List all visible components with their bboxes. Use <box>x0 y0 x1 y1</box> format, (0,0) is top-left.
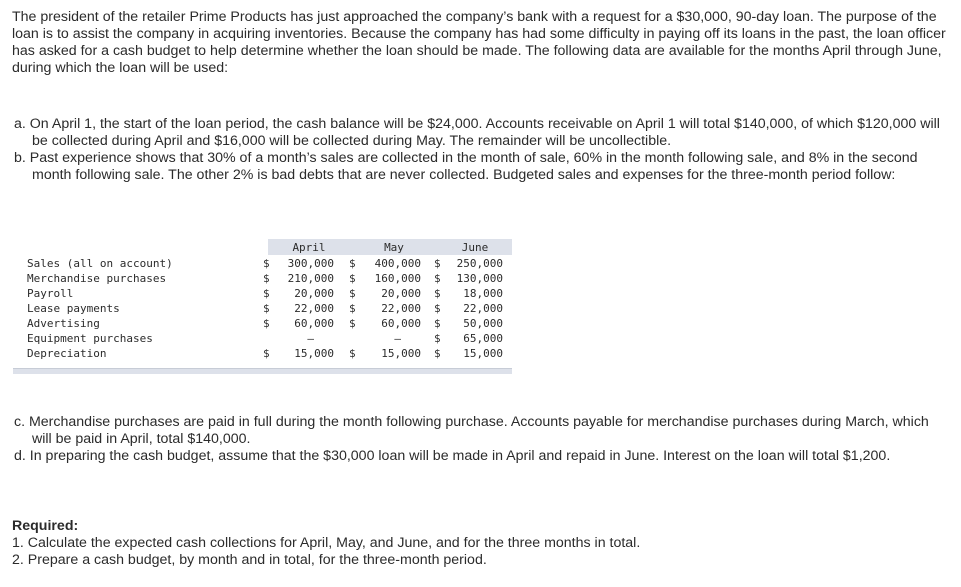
cell-value: 18,000 <box>463 287 503 300</box>
dollar-sign: $ <box>263 287 270 300</box>
cell-value: 60,000 <box>381 317 421 330</box>
dollar-sign: $ <box>349 272 356 285</box>
cell-value: 22,000 <box>381 302 421 315</box>
cell-value: 160,000 <box>374 272 421 285</box>
cell-value: 250,000 <box>456 257 503 270</box>
cell-value: 22,000 <box>294 302 334 315</box>
assumption-item-b: b. Past experience shows that 30% of a month’s sales are collected in the month of sale, 60% in the month following sale, and 8% in the second month following sale. The other 2% is bad debts that are never collected. Budgeted sales and expenses for the three-month period follow: <box>14 150 918 183</box>
cell-value: 65,000 <box>463 332 503 345</box>
table-cell <box>349 331 421 346</box>
intro-paragraph: The president of the retailer Prime Products has just approached the company’s bank with a request for a $30,000, 90-day loan. The purpose of the loan is to assist the company in acquiring inventories. Because the company has had some difficulty in paying off its loans in the past, the loan officer has asked for a cash budget to help determine whether the loan should be made. The following data are available for the months April through June, during which the loan will be used: <box>12 9 946 76</box>
dollar-sign: $ <box>263 302 270 315</box>
table-cell <box>349 271 421 286</box>
dollar-sign: $ <box>349 257 356 270</box>
row-label: Lease payments <box>27 302 120 315</box>
column-header-april: April <box>292 241 326 254</box>
table-cell <box>263 316 334 331</box>
budget-table <box>13 239 512 373</box>
cell-value: – <box>307 332 314 345</box>
required-item-1: 1. Calculate the expected cash collections for April, May, and June, and for the three months in total. <box>12 535 641 551</box>
dollar-sign: $ <box>263 257 270 270</box>
dollar-sign: $ <box>349 302 356 315</box>
table-cell <box>349 301 421 316</box>
assumption-item-d: d. In preparing the cash budget, assume that the $30,000 loan will be made in April and repaid in June. Interest on the loan will total $1,200. <box>14 448 891 464</box>
dollar-sign: $ <box>349 347 356 360</box>
dollar-sign: $ <box>434 302 441 315</box>
table-cell <box>263 271 334 286</box>
dollar-sign: $ <box>434 332 441 345</box>
table-cell <box>263 301 334 316</box>
dollar-sign: $ <box>434 257 441 270</box>
table-cell <box>349 346 421 361</box>
table-cell <box>434 331 503 346</box>
assumption-list-ab <box>14 116 952 184</box>
row-label: Sales (all on account) <box>27 257 173 270</box>
assumption-item-a: a. On April 1, the start of the loan period, the cash balance will be $24,000. Accounts receivable on April 1 will total $140,000, of which $120,000 will be collected during April and $16,000 will be collected during May. The remainder will be uncollectible. <box>14 116 940 149</box>
cell-value: 400,000 <box>374 257 421 270</box>
cell-value: 50,000 <box>463 317 503 330</box>
row-label: Depreciation <box>27 347 107 360</box>
dollar-sign: $ <box>434 347 441 360</box>
dollar-sign: $ <box>434 272 441 285</box>
dollar-sign: $ <box>434 317 441 330</box>
column-header-june: June <box>461 241 489 254</box>
row-label: Equipment purchases <box>27 332 153 345</box>
table-footer-bar <box>13 368 512 374</box>
table-cell <box>434 346 503 361</box>
row-label: Advertising <box>27 317 100 330</box>
row-label: Merchandise purchases <box>27 272 167 285</box>
table-cell <box>263 346 334 361</box>
assumption-item-c: c. Merchandise purchases are paid in full during the month following purchase. Accounts payable for merchandise purchases during March, which will be paid in April, total $140,000. <box>14 414 929 447</box>
dollar-sign: $ <box>263 317 270 330</box>
table-cell <box>263 286 334 301</box>
dollar-sign: $ <box>349 317 356 330</box>
dollar-sign: $ <box>263 272 270 285</box>
table-cell <box>349 286 421 301</box>
dollar-sign: $ <box>263 347 270 360</box>
column-header-may: May <box>384 241 404 254</box>
required-title: Required: <box>12 518 79 534</box>
required-item-2: 2. Prepare a cash budget, by month and in total, for the three-month period. <box>12 552 487 568</box>
table-cell <box>434 271 503 286</box>
table-cell <box>434 286 503 301</box>
required-section <box>12 518 952 569</box>
table-cell <box>263 256 334 271</box>
dollar-sign: $ <box>349 287 356 300</box>
table-cell <box>434 256 503 271</box>
cell-value: 20,000 <box>381 287 421 300</box>
cell-value: 300,000 <box>287 257 334 270</box>
cell-value: 15,000 <box>381 347 421 360</box>
dollar-sign: $ <box>434 287 441 300</box>
cell-value: 15,000 <box>294 347 334 360</box>
table-cell <box>263 331 334 346</box>
cell-value: 60,000 <box>294 317 334 330</box>
table-cell <box>434 301 503 316</box>
table-cell <box>349 316 421 331</box>
assumption-list-cd <box>14 414 952 465</box>
cell-value: 20,000 <box>294 287 334 300</box>
cell-value: 210,000 <box>287 272 334 285</box>
row-label: Payroll <box>27 287 74 300</box>
cell-value: – <box>394 332 401 345</box>
table-cell <box>434 316 503 331</box>
cell-value: 15,000 <box>463 347 503 360</box>
cell-value: 22,000 <box>463 302 503 315</box>
table-cell <box>349 256 421 271</box>
cell-value: 130,000 <box>456 272 503 285</box>
